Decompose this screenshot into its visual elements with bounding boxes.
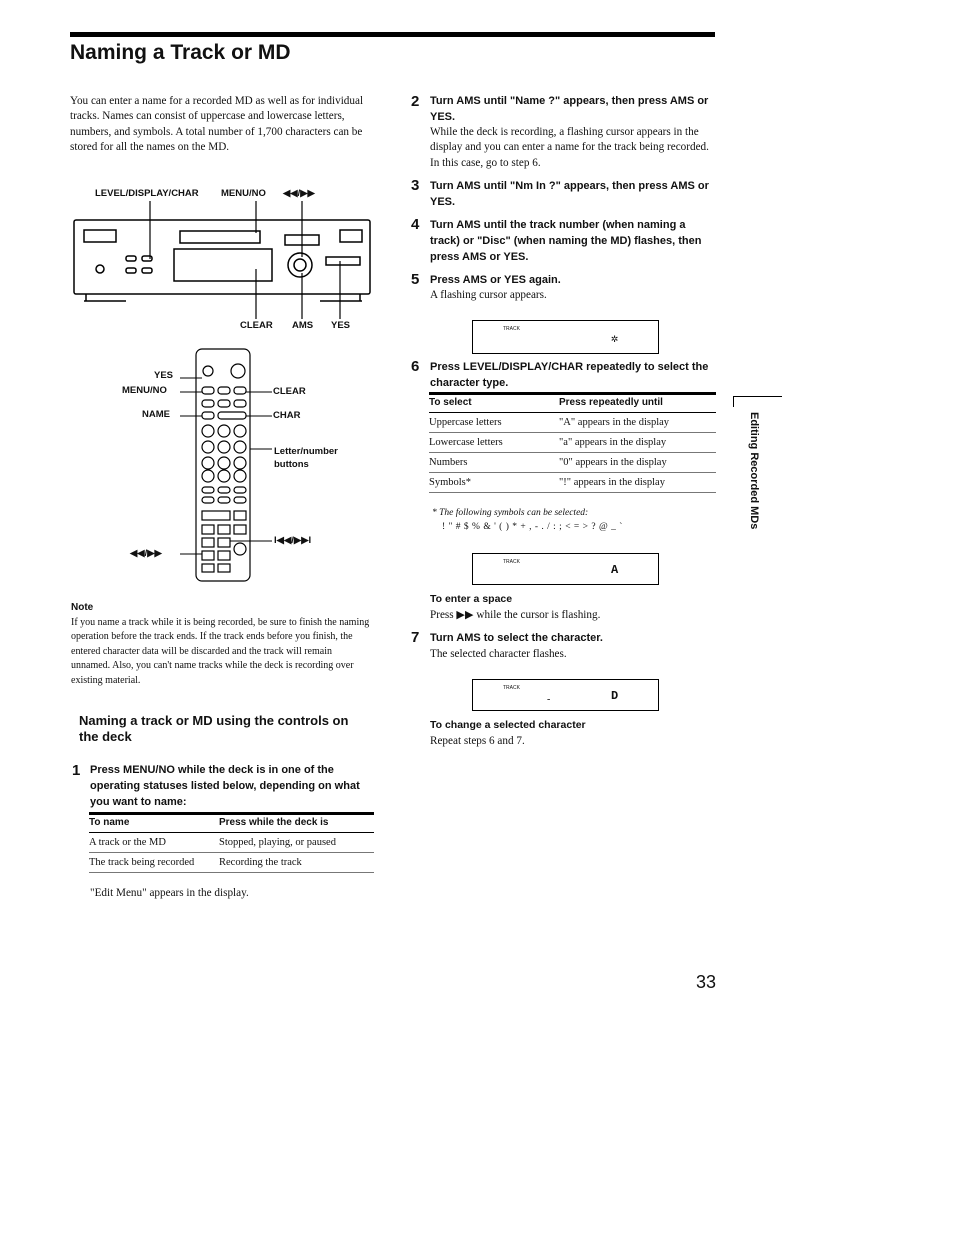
label-clear: CLEAR — [240, 320, 273, 331]
remote-label-char: CHAR — [273, 410, 301, 421]
table-cell: The track being recorded — [89, 853, 219, 873]
step2-text: Turn AMS until "Name ?" appears, then press AMS or YES. — [430, 95, 709, 123]
display-track-label: TRACK — [503, 559, 520, 565]
table2-header-press-until: Press repeatedly until — [559, 397, 663, 408]
deck-drawing — [70, 199, 380, 319]
remote-label-letter-number: Letter/number buttons — [274, 446, 338, 470]
step6-text: Press LEVEL/DISPLAY/CHAR repeatedly to select the character type. — [430, 361, 709, 389]
footnote — [432, 508, 588, 518]
flashing-cursor-icon: ✲ — [611, 332, 619, 346]
change-heading: To change a selected character — [430, 719, 586, 731]
step6-number: 6 — [411, 358, 420, 375]
space-heading: To enter a space — [430, 593, 513, 605]
step4-number: 4 — [411, 216, 420, 233]
table-cell: "0" appears in the display — [559, 453, 716, 473]
step7-number: 7 — [411, 629, 420, 646]
display-cursor-2 — [472, 553, 659, 585]
step2-number: 2 — [411, 93, 420, 110]
table-cell: Lowercase letters — [429, 433, 559, 453]
flashing-a-icon: A — [611, 563, 619, 577]
footnote-symbols: ! " # $ % & ' ( ) * + , - . / : ; < = > ? @ _ ` — [442, 522, 623, 532]
step5-body: A flashing cursor appears. — [430, 289, 547, 301]
character-type-table — [429, 392, 716, 493]
remote-label-name: NAME — [142, 409, 170, 420]
page-title: Naming a Track or MD — [70, 41, 291, 64]
name-table — [89, 812, 374, 873]
edit-menu-note: "Edit Menu" appears in the display. — [90, 887, 249, 899]
table-row — [89, 853, 374, 873]
step5-number: 5 — [411, 271, 420, 288]
table-cell: "!" appears in the display — [559, 473, 716, 493]
table-cell: Uppercase letters — [429, 413, 559, 433]
remote-label-prev-next: I◀◀/▶▶I — [274, 535, 312, 546]
table-row — [429, 473, 716, 493]
note-heading: Note — [71, 602, 94, 613]
deck-figure — [70, 183, 380, 333]
remote-label-skip: ◀◀/▶▶ — [130, 548, 162, 559]
change-text: Repeat steps 6 and 7. — [430, 735, 525, 747]
title-rule — [70, 32, 715, 37]
table-cell: Recording the track — [219, 853, 374, 873]
footnote-text: The following symbols can be selected: — [439, 508, 589, 518]
space-text: Press ▶▶ while the cursor is flashing. — [430, 609, 601, 621]
display-cursor-1 — [472, 320, 659, 354]
table2-header-to-select: To select — [429, 397, 472, 408]
remote-label-menu-no: MENU/NO — [122, 385, 167, 396]
label-menu-no: MENU/NO — [221, 188, 266, 199]
display-track-label: TRACK — [503, 326, 520, 332]
flashing-d-icon: D — [611, 689, 619, 703]
label-yes: YES — [331, 320, 351, 331]
step5-text: Press AMS or YES again. — [430, 274, 561, 286]
table1-header-to-name: To name — [89, 817, 130, 828]
table-cell: A track or the MD — [89, 833, 219, 853]
table-cell: Numbers — [429, 453, 559, 473]
table-cell: Symbols* — [429, 473, 559, 493]
intro-paragraph: You can enter a name for a recorded MD as well as for individual tracks. Names can consist of uppercase and lowercase letters, numbers, and symbols. A total number of 1,700 characters can be stored for all the names on the MD. — [70, 95, 364, 154]
display-track-label: TRACK — [503, 685, 520, 691]
page-number: 33 — [696, 972, 717, 992]
table-row — [89, 833, 374, 853]
remote-label-yes: YES — [154, 370, 174, 381]
table-cell: "A" appears in the display — [559, 413, 716, 433]
footnote-mark: * — [432, 508, 437, 518]
table-cell: "a" appears in the display — [559, 433, 716, 453]
step7-body: The selected character flashes. — [430, 648, 567, 660]
step4-text: Turn AMS until the track number (when naming a track) or "Disc" (when naming the MD) flashes, then press AMS or YES. — [430, 219, 702, 263]
table-row — [429, 413, 716, 433]
note-text: If you name a track while it is being recorded, be sure to finish the naming operation before the track ends. If the track ends before you finish, the entered character data will be discarded and the track will remain unnamed. Also, you can't name tracks while the deck is recording over existing material. — [71, 617, 370, 686]
side-tab-marker — [733, 396, 782, 407]
remote-figure — [110, 345, 370, 585]
display-dash: - — [547, 694, 551, 705]
remote-label-clear: CLEAR — [273, 386, 306, 397]
table-row — [429, 433, 716, 453]
table-cell: Stopped, playing, or paused — [219, 833, 374, 853]
step2-body: While the deck is recording, a flashing cursor appears in the display and you can enter a name for the track being recorded. In this case, go to step 6. — [430, 126, 709, 169]
table1-header-press-while: Press while the deck is — [219, 817, 329, 828]
step1-text: Press MENU/NO while the deck is in one of the operating statuses listed below, depending on what you want to name: — [90, 764, 360, 808]
label-ams: AMS — [292, 320, 314, 331]
step3-text: Turn AMS until "Nm In ?" appears, then press AMS or YES. — [430, 180, 709, 208]
display-cursor-3 — [472, 679, 659, 711]
step7-text: Turn AMS to select the character. — [430, 632, 603, 644]
label-level-display-char: LEVEL/DISPLAY/CHAR — [95, 188, 199, 199]
label-skip: ◀◀/▶▶ — [283, 188, 315, 199]
step3-number: 3 — [411, 177, 420, 194]
table-row — [429, 453, 716, 473]
step1-number: 1 — [72, 762, 81, 779]
side-tab-label: Editing Recorded MDs — [748, 412, 760, 530]
section-heading: Naming a track or MD using the controls on the deck — [79, 713, 349, 744]
